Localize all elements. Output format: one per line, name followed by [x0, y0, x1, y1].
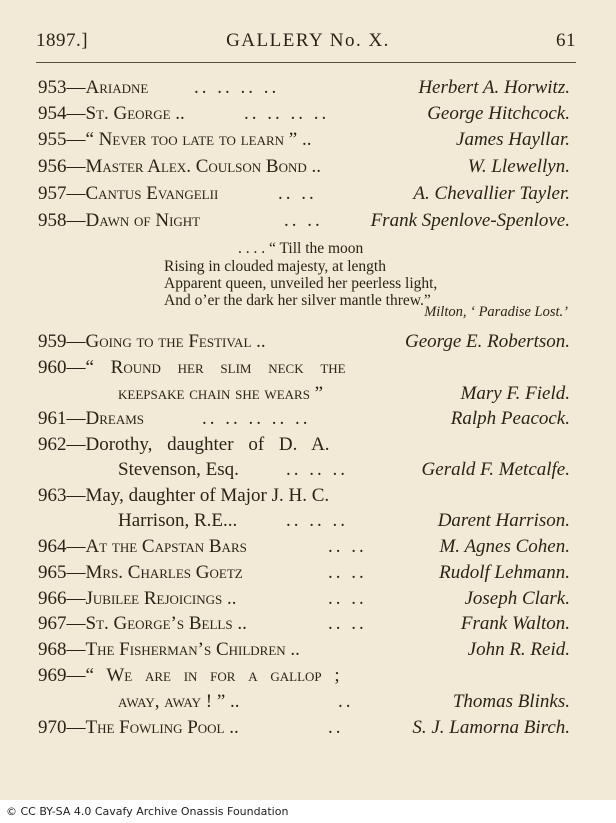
leader-dots: .. .. [284, 210, 323, 231]
catalogue-entry-continued [38, 382, 570, 406]
quote-attribution: Milton, ‘ Paradise Lost.’ [424, 304, 568, 320]
catalogue-entry [38, 330, 570, 354]
entry-title: 956—Master Alex. Coulson Bond .. [38, 156, 321, 177]
entry-title: 966—Jubilee Rejoicings .. [38, 588, 237, 609]
catalogue-entry [38, 484, 570, 508]
leader-dots: .. .. .. .. .. [202, 408, 311, 429]
catalogue-entry [38, 664, 570, 688]
entry-title: 961—Dreams [38, 408, 145, 429]
catalogue-entry [38, 561, 570, 585]
entry-artist: George E. Robertson. [405, 331, 570, 352]
entry-title: 967—St. George’s Bells .. [38, 613, 247, 634]
quote-line: Apparent queen, unveiled her peerless light, [164, 275, 438, 292]
page-number: 61 [556, 30, 576, 51]
leader-dots: .. .. .. [286, 510, 348, 531]
entry-artist: Frank Walton. [460, 613, 570, 634]
entry-title: 969—“ We are in for a gallop ; [38, 665, 340, 686]
entry-artist: Joseph Clark. [464, 588, 570, 609]
entry-artist: Thomas Blinks. [452, 691, 570, 712]
quote-line: And o’er the dark her silver mantle threw.” [164, 292, 431, 309]
entry-artist: Ralph Peacock. [450, 408, 570, 429]
entry-artist: Darent Harrison. [437, 510, 570, 531]
catalogue-entry [38, 638, 570, 662]
leader-dots: .. .. .. [286, 459, 348, 480]
leader-dots: .. [328, 717, 344, 738]
entry-title: Harrison, R.E... [118, 510, 238, 531]
entry-title: 954—St. George .. [38, 103, 185, 124]
catalogue-entry [38, 433, 570, 457]
entry-title: keepsake chain she wears ” [118, 383, 324, 404]
catalogue-entry [38, 407, 570, 431]
catalogue-entry [38, 535, 570, 559]
page-title: GALLERY No. X. [226, 30, 390, 51]
entry-title: 953—Ariadne [38, 77, 149, 98]
entry-title: 970—The Fowling Pool .. [38, 717, 239, 738]
catalogue-entry [38, 155, 570, 179]
entry-artist: George Hitchcock. [427, 103, 570, 124]
entry-title: 968—The Fisherman’s Children .. [38, 639, 300, 660]
entry-artist: James Hayllar. [456, 129, 570, 150]
entry-title: 960—“ Round her slim neck the [38, 357, 346, 378]
catalogue-entry [38, 76, 570, 100]
entry-title: 958—Dawn of Night [38, 210, 201, 231]
catalogue-entry-continued [38, 458, 570, 482]
catalogue-entry [38, 587, 570, 611]
catalogue-entry [38, 356, 570, 380]
entry-title: 963—May, daughter of Major J. H. C. [38, 485, 330, 506]
catalogue-entry [38, 128, 570, 152]
entry-artist: Frank Spenlove-Spenlove. [370, 210, 570, 231]
catalogue-entry [38, 182, 570, 206]
entry-artist: A. Chevallier Tayler. [413, 183, 570, 204]
entry-title: 959—Going to the Festival .. [38, 331, 266, 352]
catalogue-entry [38, 716, 570, 740]
leader-dots: .. .. [328, 562, 367, 583]
leader-dots: .. .. .. .. [244, 103, 330, 124]
entry-title: 964—At the Capstan Bars [38, 536, 247, 557]
entry-artist: Mary F. Field. [460, 383, 570, 404]
quote-line: . . . . “ Till the moon [238, 240, 364, 257]
catalogue-entry [38, 209, 570, 233]
entry-title: 965—Mrs. Charles Goetz [38, 562, 243, 583]
quote-line: Rising in clouded majesty, at length [164, 258, 386, 275]
entry-artist: M. Agnes Cohen. [439, 536, 570, 557]
entry-artist: Herbert A. Horwitz. [418, 77, 570, 98]
header-rule [36, 62, 576, 63]
entry-title: away, away ! ” .. [118, 691, 240, 712]
leader-dots: .. .. [278, 183, 317, 204]
leader-dots: .. .. [328, 613, 367, 634]
entry-title: 957—Cantus Evangelii [38, 183, 219, 204]
catalogue-entry-continued [38, 690, 570, 714]
entry-artist: Rudolf Lehmann. [439, 562, 570, 583]
leader-dots: .. .. [328, 588, 367, 609]
entry-title: 955—“ Never too late to learn ” .. [38, 129, 312, 150]
catalogue-entry [38, 612, 570, 636]
header-year: 1897.] [36, 30, 89, 51]
entry-artist: W. Llewellyn. [467, 156, 570, 177]
leader-dots: .. [338, 691, 354, 712]
leader-dots: .. .. .. .. [194, 77, 280, 98]
license-footer: © CC BY-SA 4.0 Cavafy Archive Onassis Foundation [6, 805, 289, 818]
entry-title: Stevenson, Esq. [118, 459, 239, 480]
entry-artist: S. J. Lamorna Birch. [412, 717, 570, 738]
entry-artist: Gerald F. Metcalfe. [421, 459, 570, 480]
entry-artist: John R. Reid. [467, 639, 570, 660]
catalogue-entry [38, 102, 570, 126]
leader-dots: .. .. [328, 536, 367, 557]
entry-title: 962—Dorothy, daughter of D. A. [38, 434, 330, 455]
catalogue-entry-continued [38, 509, 570, 533]
